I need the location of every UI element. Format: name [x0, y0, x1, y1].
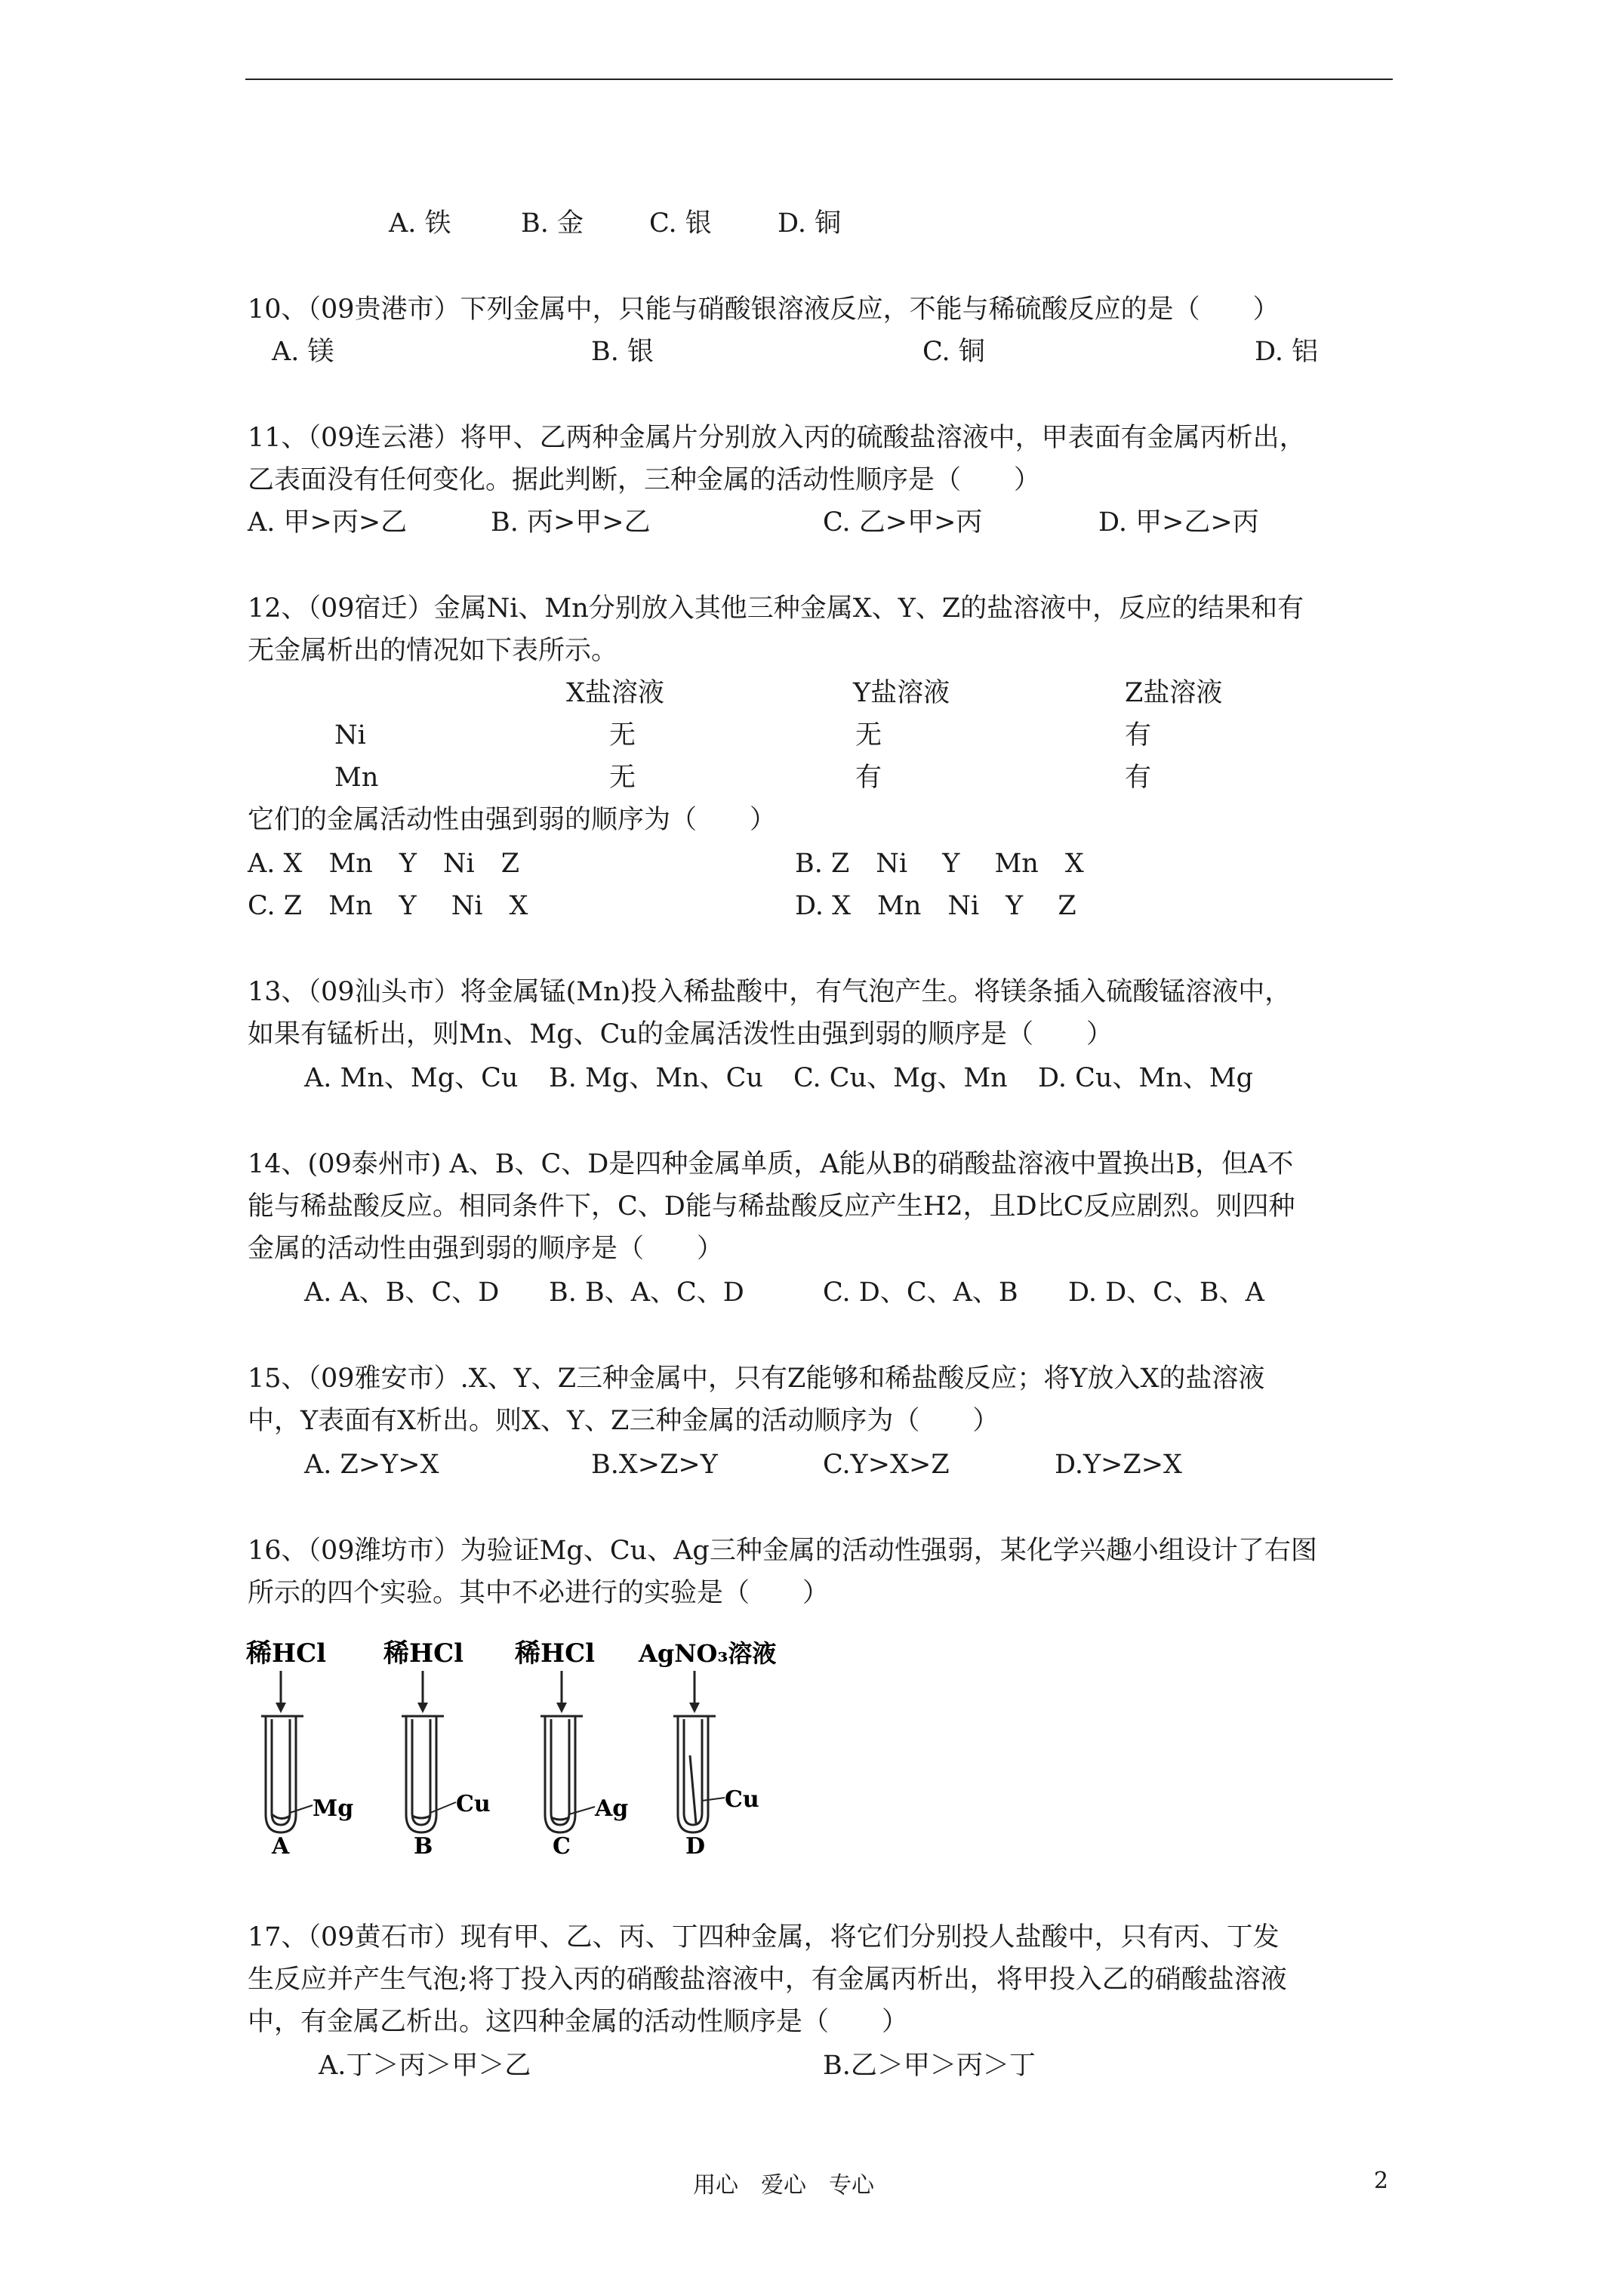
q12-row-mn-metal: Mn [334, 763, 379, 793]
tube-b[interactable] [383, 1638, 491, 1860]
q10-option-a[interactable]: A. 镁 [272, 337, 334, 367]
q13-line-2: 如果有锰析出，则Mn、Mg、Cu的金属活泼性由强到弱的顺序是（ ） [248, 1019, 1113, 1049]
q10-option-d[interactable]: D. 铝 [1255, 337, 1319, 367]
tube-a-metal: Mg [313, 1795, 354, 1822]
q15-option-b[interactable]: B.X>Z>Y [591, 1450, 718, 1480]
tube-d-sample-icon [690, 1755, 696, 1823]
q12-row-mn-x: 无 [609, 763, 636, 793]
q14-option-a[interactable]: A. A、B、C、D [304, 1277, 500, 1308]
q12-option-d[interactable]: D. X Mn Ni Y Z [795, 891, 1076, 921]
tube-d-pointer [702, 1798, 725, 1801]
q17-line-2: 生反应并产生气泡;将丁投入丙的硝酸盐溶液中，有金属丙析出，将甲投入乙的硝酸盐溶液 [248, 1965, 1287, 1995]
q11-line-1: 11、（09连云港）将甲、乙两种金属片分别放入丙的硫酸盐溶液中，甲表面有金属丙析出， [248, 423, 1306, 453]
q12-row-mn-z: 有 [1125, 763, 1152, 793]
tube-d-metal: Cu [725, 1786, 759, 1813]
q12-option-c[interactable]: C. Z Mn Y Ni X [248, 891, 528, 921]
q15-option-c[interactable]: C.Y>X>Z [823, 1450, 950, 1480]
q14-line-1: 14、(09泰州市) A、B、C、D是四种金属单质，A能从B的硝酸盐溶液中置换出B，但A不 [248, 1149, 1294, 1179]
tube-c-pointer [569, 1807, 595, 1814]
q12-row-ni-metal: Ni [334, 720, 366, 750]
q12-option-a[interactable]: A. X Mn Y Ni Z [248, 849, 520, 879]
q12-row-ni-y: 无 [855, 720, 882, 750]
q13-option-c[interactable]: C. Cu、Mg、Mn [793, 1063, 1008, 1093]
page-number: 2 [1374, 2168, 1389, 2194]
tube-b-arrowhead-icon [417, 1703, 428, 1713]
q15-line-1: 15、（09雅安市）.X、Y、Z三种金属中，只有Z能够和稀盐酸反应；将Y放入X的盐溶液 [248, 1364, 1265, 1394]
tube-c-metal: Ag [595, 1795, 629, 1822]
q13-option-b[interactable]: B. Mg、Mn、Cu [549, 1063, 763, 1093]
q10-stem: 10、（09贵港市）下列金属中，只能与硝酸银溶液反应，不能与稀硫酸反应的是（ ） [248, 294, 1280, 325]
q17-line-3: 中，有金属乙析出。这四种金属的活动性顺序是（ ） [248, 2007, 909, 2037]
q17-line-1: 17、（09黄石市）现有甲、乙、丙、丁四种金属，将它们分别投人盐酸中，只有丙、丁发 [248, 1922, 1280, 1952]
tube-a-reagent: 稀HCl [246, 1638, 327, 1669]
tube-d-arrowhead-icon [689, 1703, 700, 1713]
q11-line-2: 乙表面没有任何变化。据此判断，三种金属的活动性顺序是（ ） [248, 465, 1041, 495]
tube-b-reagent: 稀HCl [383, 1638, 464, 1669]
tube-a[interactable] [245, 1638, 353, 1860]
q16-line-2: 所示的四个实验。其中不必进行的实验是（ ） [248, 1578, 830, 1608]
test-tubes-figure [234, 1635, 808, 1861]
q14-line-2: 能与稀盐酸反应。相同条件下，C、D能与稀盐酸反应产生H2，且D比C反应剧烈。则四种 [248, 1191, 1295, 1222]
q12-line-3: 它们的金属活动性由强到弱的顺序为（ ） [248, 805, 777, 835]
q12-table-header-x: X盐溶液 [566, 678, 664, 708]
q13-line-1: 13、（09汕头市）将金属锰(Mn)投入稀盐酸中，有气泡产生。将镁条插入硫酸锰溶液中， [248, 977, 1292, 1007]
tube-a-arrowhead-icon [276, 1703, 286, 1713]
q11-option-d[interactable]: D. 甲>乙>丙 [1098, 507, 1259, 538]
q12-option-b[interactable]: B. Z Ni Y Mn X [795, 849, 1084, 879]
q10-option-b[interactable]: B. 银 [591, 337, 654, 367]
tube-a-glass-icon [261, 1716, 303, 1832]
footer-slogan: 用心 爱心 专心 [693, 2172, 874, 2199]
q12-table-header-z: Z盐溶液 [1125, 678, 1223, 708]
q11-option-b[interactable]: B. 丙>甲>乙 [491, 507, 651, 538]
q17-option-b[interactable]: B.乙＞甲＞丙＞丁 [823, 2051, 1036, 2081]
q13-option-a[interactable]: A. Mn、Mg、Cu [304, 1063, 519, 1093]
q9-option-d[interactable]: D. 铜 [778, 208, 842, 239]
q12-table-header-y: Y盐溶液 [853, 678, 950, 708]
q17-option-a[interactable]: A.丁＞丙＞甲＞乙 [319, 2051, 531, 2081]
q9-option-a[interactable]: A. 铁 [389, 208, 451, 239]
q15-line-2: 中，Y表面有X析出。则X、Y、Z三种金属的活动顺序为（ ） [248, 1406, 999, 1436]
q13-option-d[interactable]: D. Cu、Mn、Mg [1038, 1063, 1254, 1093]
q12-row-mn-y: 有 [855, 763, 882, 793]
q11-option-c[interactable]: C. 乙>甲>丙 [823, 507, 983, 538]
tube-c-sample-icon [551, 1817, 569, 1820]
header-rule [245, 79, 1393, 80]
tube-c[interactable] [514, 1638, 628, 1860]
q14-line-3: 金属的活动性由强到弱的顺序是（ ） [248, 1234, 724, 1264]
q10-option-c[interactable]: C. 铜 [922, 337, 985, 367]
tube-b-metal: Cu [456, 1791, 491, 1817]
tube-a-pointer [290, 1805, 313, 1813]
q9-option-b[interactable]: B. 金 [521, 208, 584, 239]
q16-line-1: 16、（09潍坊市）为验证Mg、Cu、Ag三种金属的活动性强弱，某化学兴趣小组设计了右图 [248, 1536, 1317, 1566]
q14-option-c[interactable]: C. D、C、A、B [823, 1277, 1018, 1308]
q12-line-1: 12、（09宿迁）金属Ni、Mn分别放入其他三种金属X、Y、Z的盐溶液中，反应的结果和有 [248, 593, 1304, 624]
q15-option-d[interactable]: D.Y>Z>X [1055, 1450, 1182, 1480]
tube-b-label: B [414, 1833, 433, 1860]
tube-c-arrowhead-icon [556, 1703, 567, 1713]
q12-row-ni-x: 无 [609, 720, 636, 750]
q11-option-a[interactable]: A. 甲>丙>乙 [248, 507, 408, 538]
tube-b-sample-icon [412, 1816, 430, 1818]
tube-b-glass-icon [402, 1716, 444, 1832]
tube-b-pointer [430, 1802, 456, 1813]
tube-d[interactable] [638, 1639, 776, 1860]
q12-row-ni-z: 有 [1125, 720, 1152, 750]
q12-line-2: 无金属析出的情况如下表所示。 [248, 636, 618, 666]
tube-d-label: D [685, 1833, 706, 1860]
tube-a-label: A [272, 1833, 290, 1860]
q14-option-d[interactable]: D. D、C、B、A [1068, 1277, 1264, 1308]
tube-c-label: C [553, 1833, 571, 1860]
tube-a-sample-icon [272, 1814, 290, 1819]
tube-c-glass-icon [540, 1716, 583, 1832]
tube-d-reagent: AgNO₃溶液 [639, 1639, 777, 1668]
q9-option-c[interactable]: C. 银 [649, 208, 712, 239]
q14-option-b[interactable]: B. B、A、C、D [549, 1277, 744, 1308]
q15-option-a[interactable]: A. Z>Y>X [304, 1450, 439, 1480]
tube-c-reagent: 稀HCl [515, 1638, 596, 1669]
